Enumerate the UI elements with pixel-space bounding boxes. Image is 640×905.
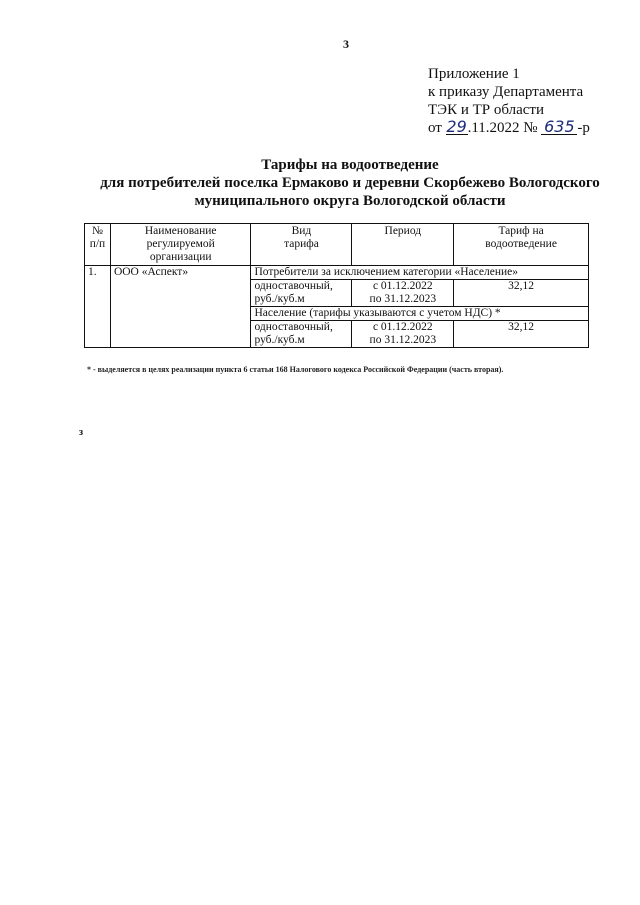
group1-value: 32,12 — [454, 280, 589, 307]
header-tariff-type — [251, 224, 352, 266]
group1-period — [352, 280, 454, 307]
group2-type-line-2: руб./куб.м — [254, 334, 305, 346]
group2-tariff-type — [251, 321, 352, 348]
stray-mark: з — [79, 427, 84, 438]
table-row — [85, 266, 589, 280]
group1-type-line-2: руб./куб.м — [254, 293, 305, 305]
title-line-1: Тарифы на водоотведение — [261, 157, 439, 173]
appendix-line-3: ТЭК и ТР области — [428, 102, 544, 118]
header-number-line-1: № — [91, 225, 103, 237]
group2-period — [352, 321, 454, 348]
order-suffix: -р — [577, 120, 590, 136]
footnote: * - выделяется в целях реализации пункта 6 статьи 168 Налогового кодекса Российской Федерации (часть вторая). — [87, 365, 504, 374]
page-number: 3 — [343, 37, 349, 51]
header-tariff-line-1: Тариф на — [498, 225, 544, 237]
appendix-header — [428, 65, 590, 137]
header-organization — [110, 224, 251, 266]
row-number: 1. — [85, 266, 111, 348]
header-type-line-1: Вид — [291, 225, 312, 237]
row-organization: ООО «Аспект» — [110, 266, 251, 348]
title-line-2: для потребителей поселка Ермаково и деревни Скорбежево Вологодского — [100, 175, 600, 191]
header-tariff-line-2: водоотведение — [485, 238, 557, 250]
group1-type-line-1: одноставочный, — [254, 280, 333, 292]
header-organization-line-2: регулируемой — [146, 238, 215, 250]
header-tariff-value — [454, 224, 589, 266]
header-organization-line-1: Наименование — [144, 225, 217, 237]
document-title — [60, 156, 640, 210]
group1-label: Потребители за исключением категории «Население» — [251, 266, 589, 280]
appendix-line-1: Приложение 1 — [428, 66, 520, 82]
date-rest: .11.2022 № — [467, 120, 538, 136]
title-line-3: муниципального округа Вологодской области — [194, 193, 506, 209]
header-type-line-2: тарифа — [284, 238, 319, 250]
header-organization-line-3: организации — [149, 251, 212, 263]
header-period: Период — [352, 224, 454, 266]
group2-type-line-1: одноставочный, — [254, 321, 333, 333]
group1-period-to: по 31.12.2023 — [369, 293, 437, 305]
group2-label: Население (тарифы указываются с учетом НДС) * — [251, 307, 589, 321]
table-header-row — [85, 224, 589, 266]
handwritten-day: 29 — [446, 117, 467, 136]
header-number-line-2: п/п — [89, 238, 106, 250]
group2-period-to: по 31.12.2023 — [369, 334, 437, 346]
appendix-line-2: к приказу Департамента — [428, 84, 584, 100]
appendix-date-line — [428, 119, 590, 137]
group2-period-from: с 01.12.2022 — [372, 321, 433, 333]
group1-tariff-type — [251, 280, 352, 307]
date-prefix: от — [428, 120, 442, 136]
tariff-table — [84, 223, 589, 348]
header-number — [85, 224, 111, 266]
handwritten-order-number: 635 — [541, 120, 577, 135]
group2-value: 32,12 — [454, 321, 589, 348]
group1-period-from: с 01.12.2022 — [372, 280, 433, 292]
